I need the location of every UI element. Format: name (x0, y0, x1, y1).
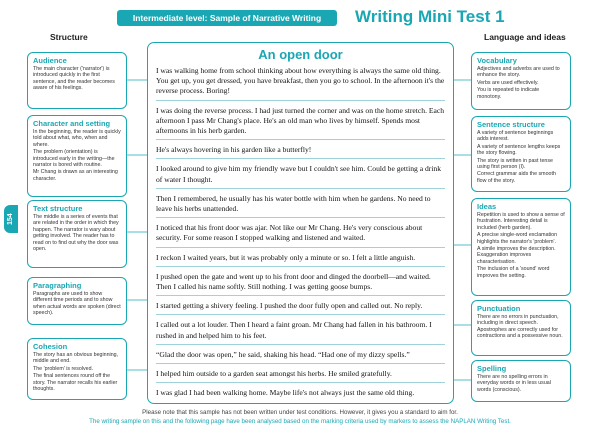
box-text: The middle is a series of events that are related in the order in which they happen. The narrator is wary about getting involved. The reader has to read on to find out why the door was open. (33, 214, 119, 253)
box-text: Adjectives and adverbs are used to enhance the story. (477, 66, 560, 79)
box-text: A variety of sentence beginnings adds interest. (477, 130, 554, 143)
box-text: A precise single-word exclamation highlights the narrator's 'problem'. (477, 232, 558, 245)
box-text: The final sentences round off the story. The narrator recalls his earlier thoughts. (33, 373, 118, 393)
box-heading: Cohesion (33, 342, 68, 351)
level-banner: Intermediate level: Sample of Narrative Writing (117, 10, 337, 26)
sample-paragraph: I helped him outside to a garden seat amongst his herbs. He smiled gratefully. (156, 369, 445, 383)
box-heading: Spelling (477, 364, 507, 373)
box-text: The 'problem' is resolved. (33, 365, 94, 372)
box-heading: Text structure (33, 204, 83, 213)
audience-box (27, 52, 127, 109)
page-number-badge: 154 (4, 205, 18, 233)
sample-paragraph: Then I remembered, he usually has his water bottle with him when he gardens. No need to leave his herbs unattended. (156, 194, 445, 218)
footer-analysis: The writing sample on this and the following page have been analysed based on the marking criteria used by markers to assess the NAPLAN Writing Test. (89, 418, 511, 425)
box-text: The problem (orientation) is introduced early in the writing—the narrator is bored with routine. (33, 149, 115, 169)
language-column-heading: Language and ideas (484, 32, 566, 42)
box-text: You is repeated to indicate monotony. (477, 87, 540, 100)
box-text: The inclusion of a 'sound' word improves the setting. (477, 266, 550, 279)
box-heading: Audience (33, 56, 67, 65)
box-heading: Ideas (477, 202, 497, 211)
box-heading: Vocabulary (477, 56, 517, 65)
spelling-box (471, 360, 571, 402)
box-text: There are no errors in punctuation, including in direct speech. Apostrophes are correctly used for contractions and a possessive noun. (477, 314, 563, 340)
box-text: Correct grammar aids the smooth flow of the story. (477, 171, 556, 184)
text-structure-box (27, 200, 127, 268)
box-text: A simile improves the description. Exaggeration improves characterisation. (477, 246, 556, 265)
box-heading: Character and setting (33, 119, 111, 128)
box-text: The main character ('narrator') is introduced quickly in the first sentence, and the reader becomes aware of his feelings. (33, 66, 115, 92)
box-heading: Sentence structure (477, 120, 545, 129)
footer-note: Please note that this sample has not been written under test conditions. However, it gives you a standard to aim for. (142, 409, 458, 416)
box-text: Paragraphs are used to show different time periods and to show when actual words are spoken (direct speech). (33, 291, 121, 317)
character-setting-box (27, 115, 127, 197)
sample-paragraph: I reckon I waited years, but it was probably only a minute or so. I felt a little anguish. (156, 253, 445, 267)
sample-paragraph: “Glad the door was open,” he said, shaking his head. “Had one of my dizzy spells.” (156, 350, 445, 364)
punctuation-box (471, 300, 571, 356)
box-text: Repetition is used to show a sense of frustration. Interesting detail is included (herb garden). (477, 212, 565, 231)
box-heading: Punctuation (477, 304, 521, 313)
sample-paragraph: I pushed open the gate and went up to his front door and dinged the doorbell—and waited. Then I called his name softly. Still nothing. I was getting goose bumps. (156, 272, 445, 296)
sample-paragraph: I looked around to give him my friendly wave but I couldn't see him. Could be getting a drink of water I thought. (156, 164, 445, 188)
sample-title: An open door (258, 47, 343, 62)
sample-paragraph: He's always hovering in his garden like a butterfly! (156, 145, 445, 159)
box-text: Mr Chang is drawn as an interesting character. (33, 169, 118, 182)
box-text: In the beginning, the reader is quickly told about what, who, when and where. (33, 129, 121, 148)
test-title: Writing Mini Test 1 (355, 7, 505, 26)
structure-column-heading: Structure (50, 32, 88, 42)
sample-paragraph: I was glad I had been walking home. Maybe life's not always just the same old thing. (156, 388, 415, 398)
box-heading: Paragraphing (33, 281, 82, 290)
vocabulary-box (471, 52, 571, 110)
sentence-structure-box (471, 116, 571, 192)
sample-paragraph: I was walking home from school thinking about how everything is always the same old thing. You get up, you get dressed, you have breakfast, then you go to school. In the afternoon it's the reverse process. Boring! (156, 66, 445, 101)
box-text: There are no spelling errors in everyday words or in less usual words (conscious). (477, 374, 551, 393)
box-text: Verbs are used effectively. (477, 79, 539, 86)
sample-paragraph: I started getting a shivery feeling. I pushed the door fully open and called out. No reply. (156, 301, 445, 315)
cohesion-box (27, 338, 127, 400)
ideas-box (471, 198, 571, 296)
sample-paragraph: I was doing the reverse process. I had just turned the corner and was on the home stretch. Each afternoon I pass Mr Chang's place. He's an old man who lives by himself. Spends most afternoons in his herb garden. (156, 106, 445, 141)
box-text: The story is written in past tense using first person (I). (477, 157, 553, 171)
box-text: The story has an obvious beginning, middle and end. (33, 352, 119, 365)
paragraphing-box (27, 277, 127, 325)
writing-sample-panel (147, 42, 454, 404)
box-text: A variety of sentence lengths keeps the story flowing. (477, 143, 561, 157)
sample-paragraph: I noticed that his front door was ajar. Not like our Mr Chang. He's very conscious about security. For some reason I stopped walking and listened and waited. (156, 223, 445, 247)
sample-paragraph: I called out a lot louder. Then I heard a faint groan. Mr Chang had fallen in his bathroom. I rushed in and helped him to his feet. (156, 320, 445, 344)
